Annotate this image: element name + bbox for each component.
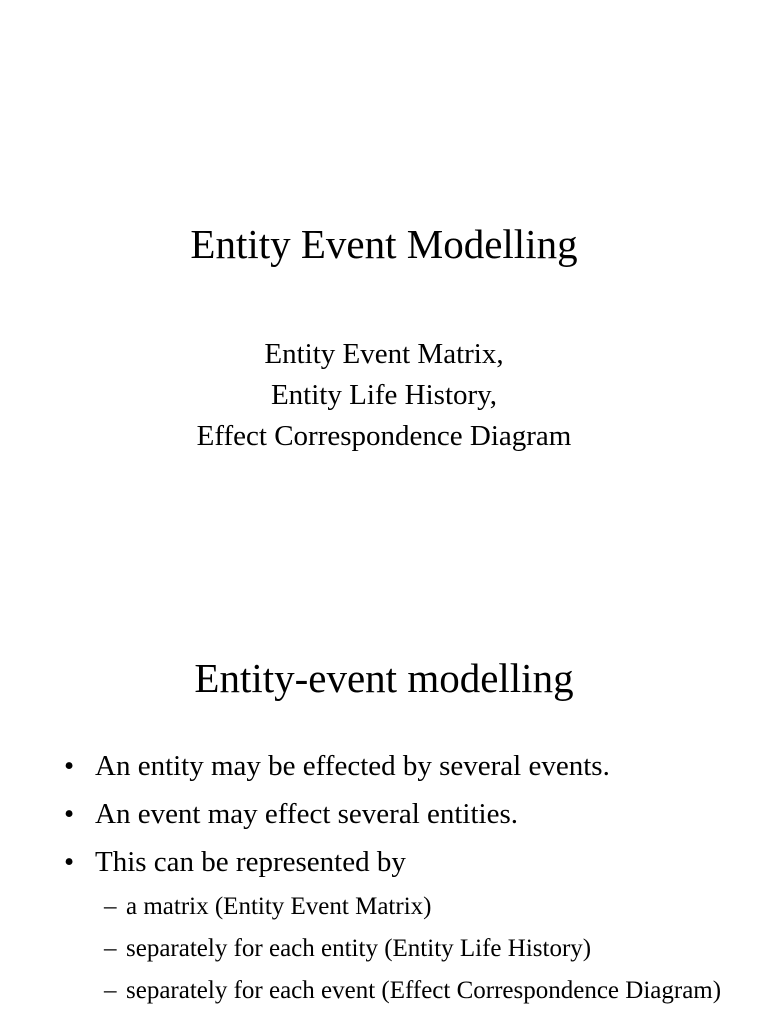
bullet-list	[62, 748, 752, 892]
subtitle-line: Effect Correspondence Diagram	[196, 420, 572, 452]
sub-bullet-list	[104, 892, 744, 1018]
sub-bullet-text: separately for each event (Effect Correspondence Diagram)	[126, 977, 722, 1004]
bullet-text: This can be represented by	[95, 846, 406, 878]
bullet-marker: •	[64, 846, 75, 878]
slide-title: Entity-event modelling	[194, 655, 574, 701]
bullet-text: An entity may be effected by several events.	[95, 750, 610, 782]
subtitle-line: Entity Event Matrix,	[264, 338, 504, 370]
content-slide	[0, 600, 768, 1024]
bullet-text: An event may effect several entities.	[95, 798, 519, 830]
sub-bullet-marker: –	[104, 935, 117, 962]
slide-subtitle	[0, 334, 768, 457]
sub-bullet-marker: –	[104, 893, 117, 920]
bullet-marker: •	[64, 798, 75, 830]
bullet-item	[62, 844, 752, 880]
sub-bullet-item	[104, 892, 744, 922]
bullet-item	[62, 748, 752, 784]
sub-bullet-marker: –	[104, 977, 117, 1004]
bullet-marker: •	[64, 750, 75, 782]
sub-bullet-text: separately for each entity (Entity Life History)	[126, 935, 592, 962]
sub-bullet-item	[104, 976, 744, 1006]
sub-bullet-text: a matrix (Entity Event Matrix)	[126, 893, 432, 920]
slide-title: Entity Event Modelling	[190, 221, 578, 267]
bullet-item	[62, 796, 752, 832]
subtitle-line: Entity Life History,	[270, 379, 498, 411]
sub-bullet-item	[104, 934, 744, 964]
